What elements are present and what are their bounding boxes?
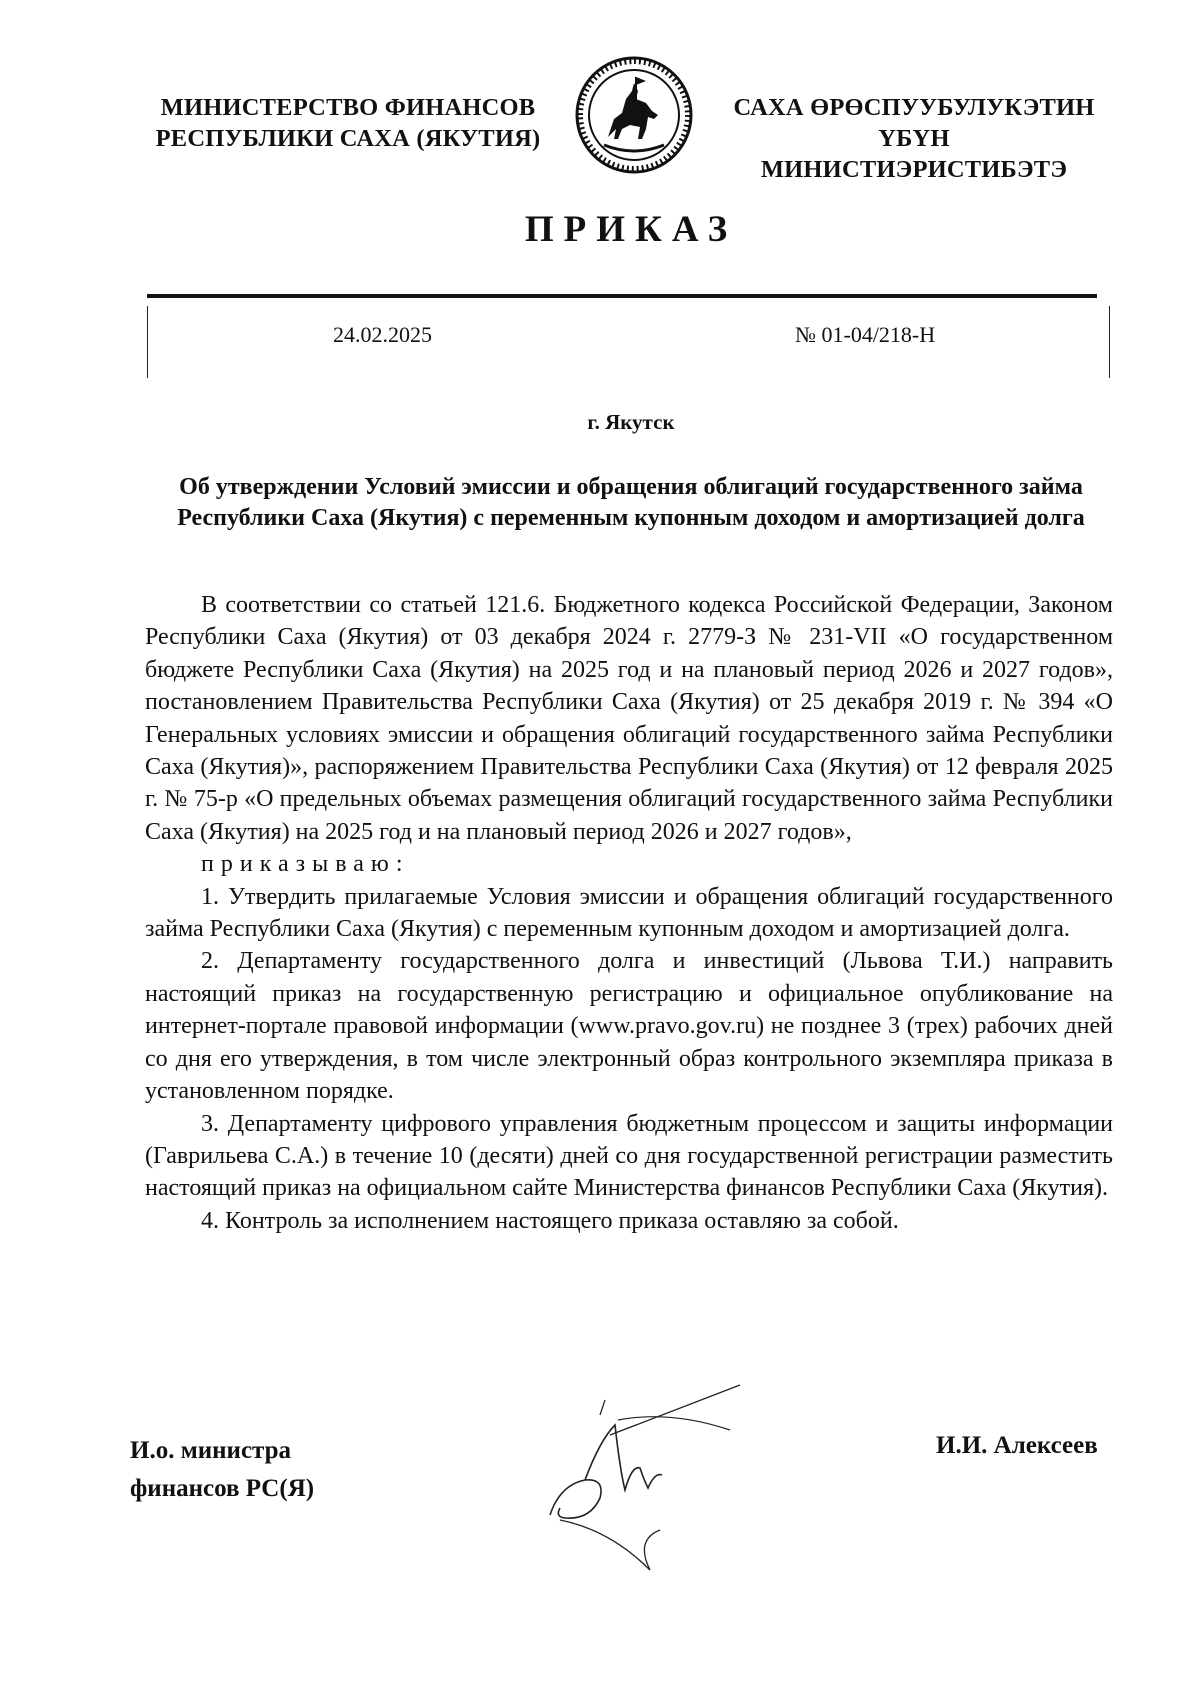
signer-position-line2: финансов РС(Я) [130,1475,315,1502]
order-body [145,589,1113,1237]
orders-word: приказываю: [201,851,410,878]
order-subject: Об утверждении Условий эмиссии и обращения облигаций государственного займа Республики Саха (Якутия) с переменным купонным доходом и амортизацией долга [177,474,1085,531]
handwritten-signature-icon [530,1380,780,1580]
order-date: 24.02.2025 [333,322,432,347]
ministry-name-sakha: САХА ӨРӨСПУУБУЛУКЭТИН ҮБҮН МИНИСТИЭРИСТИБЭТЭ [733,94,1095,183]
ministry-name-ru: МИНИСТЕРСТВО ФИНАНСОВ РЕСПУБЛИКИ САХА (ЯКУТИЯ) [155,94,541,152]
coat-of-arms-icon [574,55,694,175]
signer-position-line1: И.о. министра [130,1437,292,1464]
preamble-paragraph: В соответствии со статьей 121.6. Бюджетного кодекса Российской Федерации, Законом Республики Саха (Якутия) от 03 декабря 2024 г. 2779-З № 231-VII «О государственном бюджете Республики Саха (Якутия) на 2025 год и на плановый период 2026 и 2027 годов», постановлением Правительства Республики Саха (Якутия) от 25 декабря 2019 г. № 394 «О Генеральных условиях эмиссии и обращения облигаций государственного займа Республики Саха (Якутия)», распоряжением Правительства Республики Саха (Якутия) от 12 февраля 2025 г. № 75-р «О предельных объемах размещения облигаций государственного займа Республики Саха (Якутия) на 2025 год и на плановый период 2026 и 2027 годов», [145,592,1113,845]
order-title: ПРИКАЗ [524,209,738,250]
order-item: 4. Контроль за исполнением настоящего приказа оставляю за собой. [201,1207,899,1234]
signer-name: И.И. Алексеев [936,1432,1098,1459]
signer-position [130,1432,314,1508]
order-item: 2. Департаменту государственного долга и инвестиций (Львова Т.И.) направить настоящий приказ на государственную регистрацию и официальное опубликование на интернет-портале правовой информации (www.pravo.gov.ru) не позднее 3 (трех) рабочих дней со дня его утверждения, в том числе электронный образ контрольного экземпляра приказа в установленном порядке. [145,948,1113,1105]
left-margin-line [147,306,148,378]
order-number: № 01-04/218-Н [795,322,936,347]
order-item: 1. Утвердить прилагаемые Условия эмиссии и обращения облигаций государственного займа Республики Саха (Якутия) с переменным купонным доходом и амортизацией долга. [145,883,1113,943]
right-margin-line [1109,306,1110,378]
order-item: 3. Департаменту цифрового управления бюджетным процессом и защиты информации (Гаврильева С.А.) в течение 10 (десяти) дней со дня государственной регистрации разместить настоящий приказ на официальном сайте Министерства финансов Республики Саха (Якутия). [145,1110,1113,1202]
header-divider [147,294,1097,298]
city: г. Якутск [587,410,675,434]
